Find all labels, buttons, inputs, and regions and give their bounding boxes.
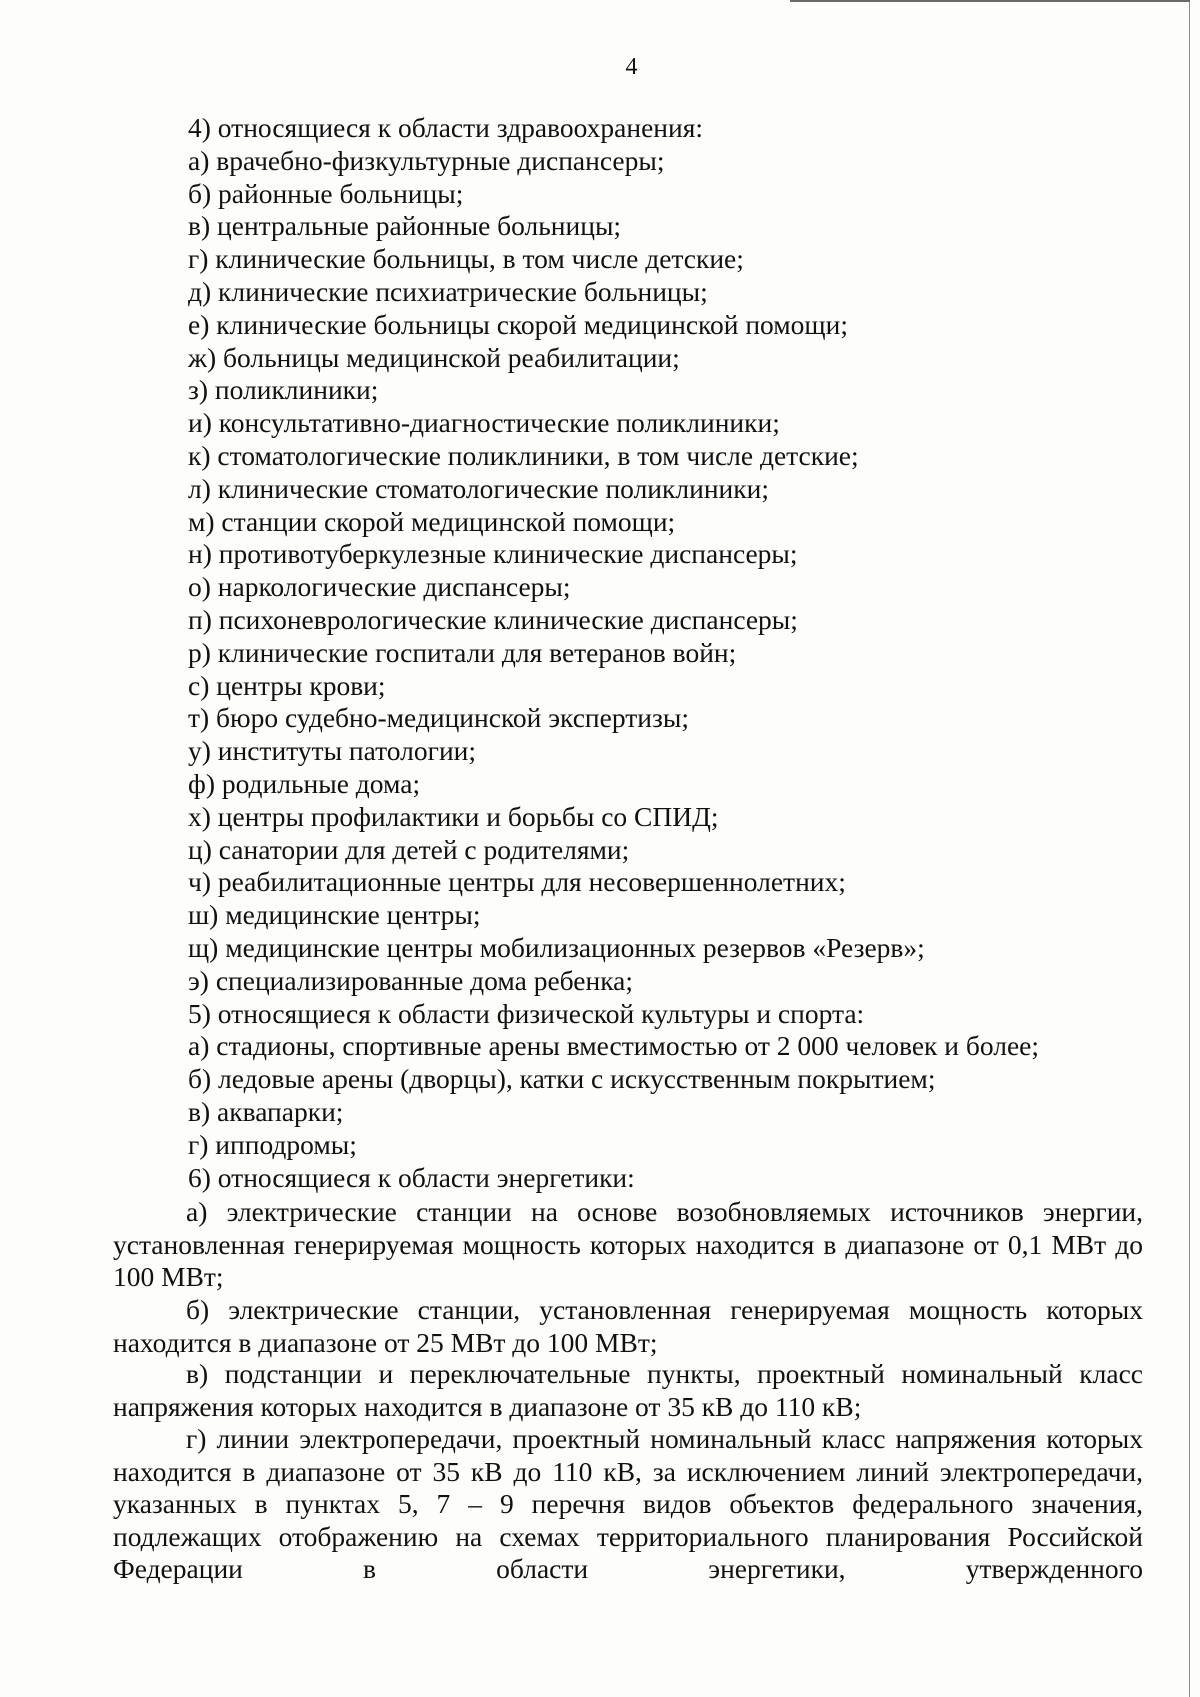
paragraph-power-stations-renewable: а) электрические станции на основе возобновляемых источников энергии, установленная генерируемая мощность которых находится в диапазоне от 0,1 МВт до 100 МВт; xyxy=(113,1196,1143,1292)
list-item: ж) больницы медицинской реабилитации; xyxy=(188,341,680,373)
list-item: б) районные больницы; xyxy=(188,177,464,209)
list-item: л) клинические стоматологические поликлиники; xyxy=(188,472,769,504)
list-item: о) наркологические диспансеры; xyxy=(188,571,571,603)
list-item: м) станции скорой медицинской помощи; xyxy=(188,505,676,537)
paragraph-power-lines: г) линии электропередачи, проектный номинальный класс напряжения которых находится в диапазоне от 35 кВ до 110 кВ, за исключением линий электропередачи, указанных в пунктах 5, 7 – 9 перечня видов объектов федерального значения, подлежащих отображению на схемах территориального планирования Российской Федерации в области энергетики, утвержденного xyxy=(113,1423,1143,1584)
list-item: р) клинические госпитали для ветеранов войн; xyxy=(188,636,737,668)
list-item: а) врачебно-физкультурные диспансеры; xyxy=(188,144,665,176)
list-item: 5) относящиеся к области физической культуры и спорта: xyxy=(188,997,865,1029)
list-item: а) стадионы, спортивные арены вместимостью от 2 000 человек и более; xyxy=(188,1030,1040,1062)
list-item: 4) относящиеся к области здравоохранения: xyxy=(188,112,704,143)
list-item: с) центры крови; xyxy=(188,669,386,701)
page-number: 4 xyxy=(625,54,638,80)
list-lines xyxy=(188,112,1148,1194)
list-item: в) аквапарки; xyxy=(188,1095,344,1127)
list-item: и) консультативно-диагностические поликлиники; xyxy=(188,407,780,439)
list-item: т) бюро судебно-медицинской экспертизы; xyxy=(188,702,689,734)
list-item: п) психоневрологические клинические диспансеры; xyxy=(188,603,798,635)
list-item: у) институты патологии; xyxy=(188,735,477,767)
list-item: в) центральные районные больницы; xyxy=(188,210,622,242)
list-item: щ) медицинские центры мобилизационных резервов «Резерв»; xyxy=(188,931,925,963)
paragraph-power-stations: б) электрические станции, установленная генерируемая мощность которых находится в диапазоне от 25 МВт до 100 МВт; xyxy=(113,1294,1143,1358)
list-item: г) клинические больницы, в том числе детские; xyxy=(188,243,744,275)
page-edge-top xyxy=(790,0,1190,2)
list-item: х) центры профилактики и борьбы со СПИД; xyxy=(188,800,719,832)
list-item: э) специализированные дома ребенка; xyxy=(188,964,633,996)
list-item: з) поликлиники; xyxy=(188,374,379,406)
list-item: ц) санатории для детей с родителями; xyxy=(188,833,630,865)
list-item: ч) реабилитационные центры для несовершеннолетних; xyxy=(188,866,846,898)
list-item: г) ипподромы; xyxy=(188,1128,357,1160)
page-edge xyxy=(1189,0,1190,1697)
list-item: н) противотуберкулезные клинические диспансеры; xyxy=(188,538,798,570)
list-item: е) клинические больницы скорой медицинской помощи; xyxy=(188,308,848,340)
paragraph-substations: в) подстанции и переключательные пункты, проектный номинальный класс напряжения которых находится в диапазоне от 35 кВ до 110 кВ; xyxy=(113,1358,1143,1422)
list-item: д) клинические психиатрические больницы; xyxy=(188,275,708,307)
list-item: к) стоматологические поликлиники, в том числе детские; xyxy=(188,439,859,471)
list-item: б) ледовые арены (дворцы), катки с искусственным покрытием; xyxy=(188,1063,936,1095)
list-item: ф) родильные дома; xyxy=(188,767,421,799)
list-item: 6) относящиеся к области энергетики: xyxy=(188,1161,635,1193)
list-item: ш) медицинские центры; xyxy=(188,899,481,931)
